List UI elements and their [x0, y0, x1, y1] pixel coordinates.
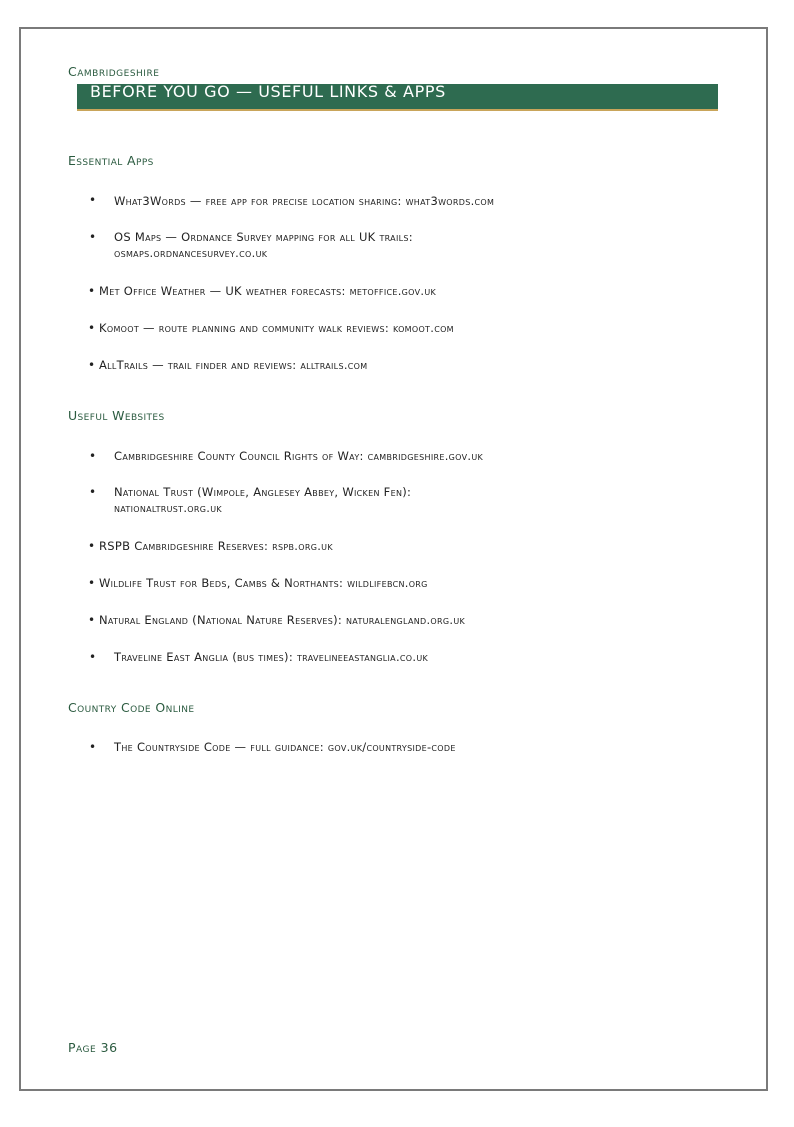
list-item: The Countryside Code — full guidance: gov.uk/countryside-code	[114, 740, 456, 754]
bullet: •	[89, 449, 97, 463]
bullet: •	[88, 284, 96, 298]
list-item: Met Office Weather — UK weather forecasts: metoffice.gov.uk	[99, 284, 437, 298]
section-title-essential-apps: Essential Apps	[68, 153, 154, 168]
list-item: Cambridgeshire County Council Rights of Way: cambridgeshire.gov.uk	[114, 449, 484, 463]
page-number: Page 36	[68, 1040, 118, 1055]
bullet: •	[88, 576, 96, 590]
section-banner	[77, 84, 718, 111]
region-label: Cambridgeshire	[68, 64, 160, 79]
bullet: •	[88, 539, 96, 553]
bullet: •	[88, 321, 96, 335]
bullet: •	[89, 650, 97, 664]
list-item: National Trust (Wimpole, Anglesey Abbey, Wicken Fen): nationaltrust.org.uk	[114, 485, 412, 515]
banner-title: BEFORE YOU GO — USEFUL LINKS & APPS	[90, 82, 446, 101]
list-item: RSPB Cambridgeshire Reserves: rspb.org.uk	[99, 539, 333, 553]
list-item: What3Words — free app for precise location sharing: what3words.com	[114, 194, 495, 208]
list-item: Wildlife Trust for Beds, Cambs & Northants: wildlifebcn.org	[99, 576, 428, 590]
list-item: Komoot — route planning and community walk reviews: komoot.com	[99, 321, 454, 335]
bullet: •	[89, 230, 97, 244]
section-title-useful-websites: Useful Websites	[68, 408, 165, 423]
list-item: Natural England (National Nature Reserves): naturalengland.org.uk	[99, 613, 466, 627]
page-frame	[19, 27, 768, 1091]
list-item: OS Maps — Ordnance Survey mapping for all UK trails: osmaps.ordnancesurvey.co.uk	[114, 230, 413, 260]
bullet: •	[89, 485, 97, 499]
section-title-country-code-online: Country Code Online	[68, 700, 195, 715]
bullet: •	[88, 358, 96, 372]
list-item: Traveline East Anglia (bus times): travelineeastanglia.co.uk	[114, 650, 429, 664]
bullet: •	[89, 740, 97, 754]
bullet: •	[88, 613, 96, 627]
list-item: AllTrails — trail finder and reviews: alltrails.com	[99, 358, 368, 372]
bullet: •	[89, 193, 97, 207]
